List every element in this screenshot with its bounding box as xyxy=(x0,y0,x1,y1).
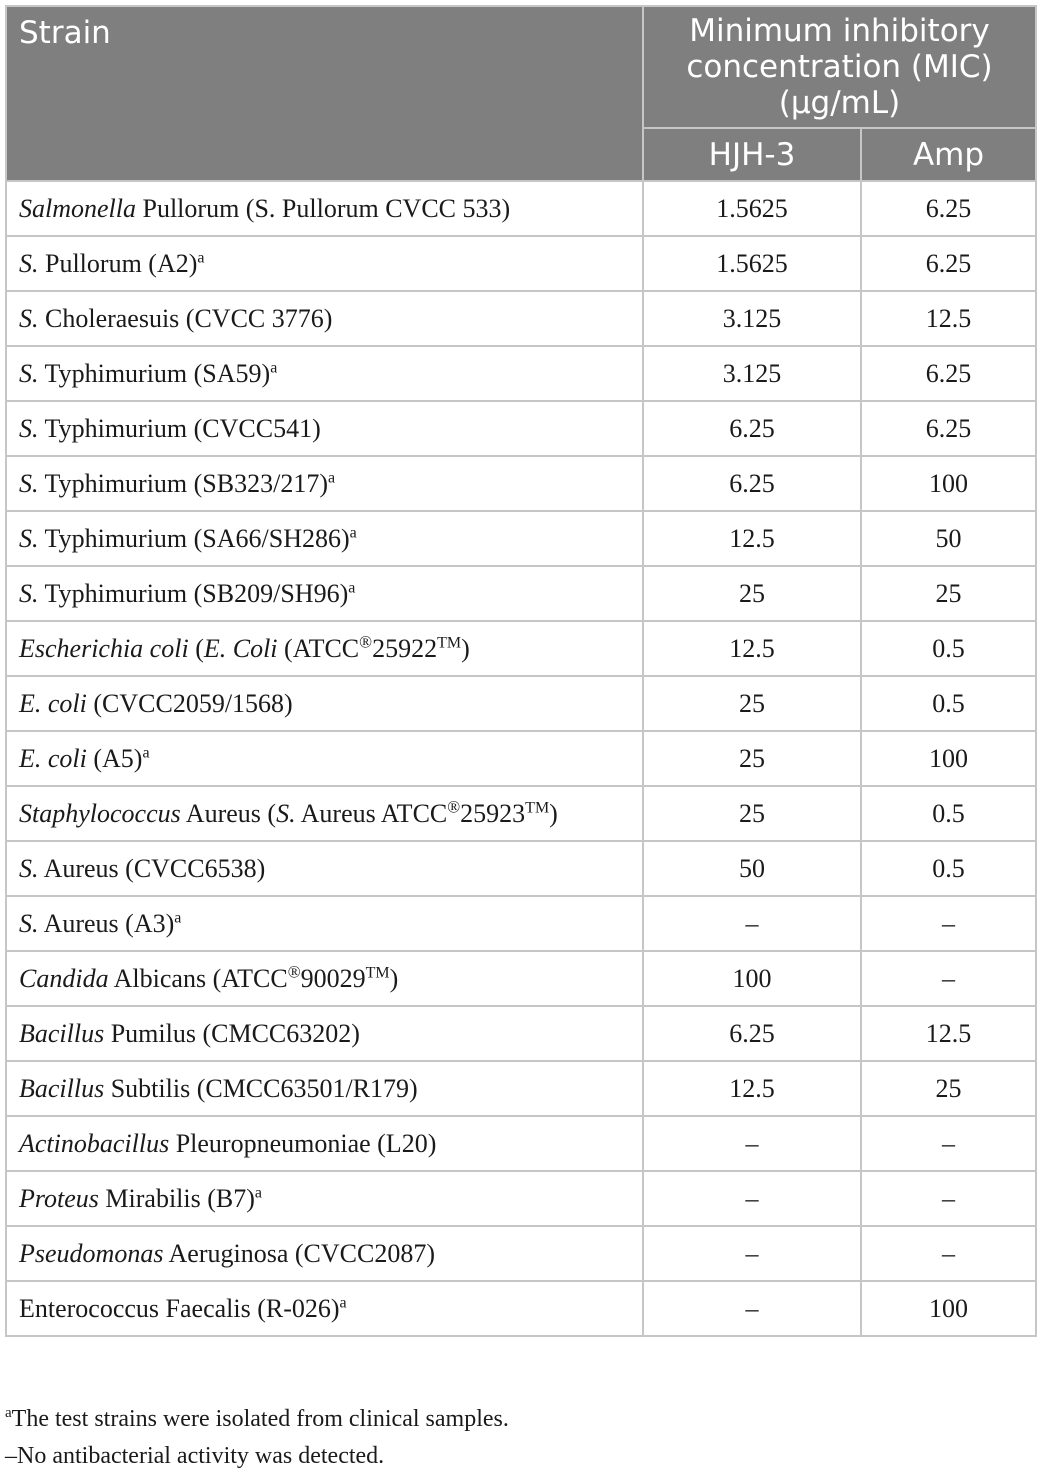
strain-name: Enterococcus Faecalis (R-026) xyxy=(19,1293,340,1323)
strain-cell xyxy=(6,456,643,511)
strain-genus: S. xyxy=(19,468,39,498)
header-strain: Strain xyxy=(6,6,643,181)
hjh3-value: 50 xyxy=(643,841,861,896)
strain-genus: Proteus xyxy=(19,1183,99,1213)
table-row xyxy=(6,896,1036,951)
registered-mark: ® xyxy=(287,961,301,981)
amp-value: 0.5 xyxy=(861,621,1036,676)
strain-name: Typhimurium (SA59) xyxy=(38,358,271,388)
strain-genus: Actinobacillus xyxy=(19,1128,170,1158)
strain-name: Aeruginosa (CVCC2087) xyxy=(163,1238,435,1268)
table-row xyxy=(6,951,1036,1006)
strain-cell xyxy=(6,236,643,291)
table-row xyxy=(6,291,1036,346)
registered-mark: ® xyxy=(447,796,461,816)
table-row xyxy=(6,841,1036,896)
table-row xyxy=(6,236,1036,291)
footnote-marker: a xyxy=(197,248,205,266)
mic-table xyxy=(5,5,1037,1337)
strain-name: 25922 xyxy=(372,633,438,663)
strain-name: Subtilis (CMCC63501/R179) xyxy=(104,1073,418,1103)
table-row xyxy=(6,346,1036,401)
hjh3-value: 12.5 xyxy=(643,1061,861,1116)
amp-value: 6.25 xyxy=(861,346,1036,401)
footnote-a xyxy=(5,1406,509,1433)
strain-genus: Candida xyxy=(19,963,109,993)
strain-cell xyxy=(6,621,643,676)
strain-name: Typhimurium (SA66/SH286) xyxy=(38,523,350,553)
strain-genus: S. xyxy=(19,413,39,443)
trademark-mark: TM xyxy=(525,798,550,816)
strain-genus: S. xyxy=(19,908,39,938)
strain-genus: Staphylococcus xyxy=(19,798,181,828)
amp-value: 100 xyxy=(861,456,1036,511)
strain-genus: E. coli xyxy=(19,743,87,773)
amp-value: 25 xyxy=(861,1061,1036,1116)
table-row xyxy=(6,731,1036,786)
strain-genus: Bacillus xyxy=(19,1073,105,1103)
hjh3-value: 6.25 xyxy=(643,1006,861,1061)
strain-name: Aureus (A3) xyxy=(38,908,175,938)
strain-name: Mirabilis (B7) xyxy=(98,1183,255,1213)
registered-mark: ® xyxy=(359,631,373,651)
strain-genus: S. xyxy=(19,358,39,388)
table-row xyxy=(6,621,1036,676)
strain-cell xyxy=(6,676,643,731)
header-hjh3: HJH-3 xyxy=(643,128,861,181)
header-amp: Amp xyxy=(861,128,1036,181)
strain-name: ) xyxy=(461,633,470,663)
footnote-a-text: The test strains were isolated from clinical samples. xyxy=(11,1406,509,1432)
hjh3-value: 25 xyxy=(643,566,861,621)
hjh3-value: 100 xyxy=(643,951,861,1006)
hjh3-value: – xyxy=(643,1281,861,1336)
table-row xyxy=(6,1171,1036,1226)
strain-cell xyxy=(6,291,643,346)
table-row xyxy=(6,786,1036,841)
strain-name: ( xyxy=(188,633,204,663)
strain-name: Aureus ( xyxy=(180,798,277,828)
hjh3-value: 25 xyxy=(643,676,861,731)
strain-genus: Bacillus xyxy=(19,1018,105,1048)
strain-cell xyxy=(6,1171,643,1226)
strain-cell xyxy=(6,1061,643,1116)
footnote-marker: a xyxy=(174,908,182,926)
strain-cell xyxy=(6,896,643,951)
hjh3-value: 25 xyxy=(643,786,861,841)
strain-name: Pumilus (CMCC63202) xyxy=(104,1018,360,1048)
amp-value: 6.25 xyxy=(861,401,1036,456)
table-row xyxy=(6,401,1036,456)
amp-value: 6.25 xyxy=(861,181,1036,236)
amp-value: 6.25 xyxy=(861,236,1036,291)
strain-name: Typhimurium (SB323/217) xyxy=(38,468,328,498)
hjh3-value: – xyxy=(643,1116,861,1171)
strain-name: Pullorum (S. Pullorum CVCC 533) xyxy=(136,193,511,223)
footnote-marker: a xyxy=(328,468,336,486)
strain-genus: S. xyxy=(19,248,39,278)
strain-genus: S. xyxy=(19,303,39,333)
amp-value: 100 xyxy=(861,731,1036,786)
strain-cell xyxy=(6,1226,643,1281)
amp-value: – xyxy=(861,1226,1036,1281)
strain-name: (ATCC xyxy=(277,633,360,663)
strain-name: Typhimurium (SB209/SH96) xyxy=(38,578,349,608)
strain-cell xyxy=(6,1281,643,1336)
header-mic: Minimum inhibitory concentration (MIC) (μg/mL) xyxy=(643,6,1036,128)
strain-name: 25923 xyxy=(460,798,526,828)
strain-genus: S. xyxy=(19,523,39,553)
table-row xyxy=(6,181,1036,236)
footnote-a-marker: a xyxy=(5,1405,12,1421)
strain-cell xyxy=(6,181,643,236)
hjh3-value: 1.5625 xyxy=(643,181,861,236)
amp-value: 0.5 xyxy=(861,676,1036,731)
hjh3-value: 12.5 xyxy=(643,511,861,566)
amp-value: 0.5 xyxy=(861,841,1036,896)
strain-name: Aureus (CVCC6538) xyxy=(38,853,266,883)
strain-name: Choleraesuis (CVCC 3776) xyxy=(38,303,333,333)
strain-name: Typhimurium (CVCC541) xyxy=(38,413,321,443)
strain-cell xyxy=(6,841,643,896)
footnote-marker: a xyxy=(142,743,150,761)
hjh3-value: 3.125 xyxy=(643,291,861,346)
strain-name: Aureus ATCC xyxy=(295,798,448,828)
strain-name: Pullorum (A2) xyxy=(38,248,198,278)
hjh3-value: – xyxy=(643,1226,861,1281)
footnote-marker: a xyxy=(349,523,357,541)
hjh3-value: 1.5625 xyxy=(643,236,861,291)
strain-genus: E. coli xyxy=(19,688,87,718)
amp-value: – xyxy=(861,1116,1036,1171)
table-row xyxy=(6,1116,1036,1171)
strain-genus: Escherichia coli xyxy=(19,633,189,663)
strain-cell xyxy=(6,731,643,786)
table-row xyxy=(6,1061,1036,1116)
table-body xyxy=(6,181,1036,1336)
hjh3-value: – xyxy=(643,1171,861,1226)
footnote-dash: –No antibacterial activity was detected. xyxy=(5,1443,385,1469)
strain-cell xyxy=(6,566,643,621)
amp-value: 100 xyxy=(861,1281,1036,1336)
amp-value: 0.5 xyxy=(861,786,1036,841)
strain-name: ) xyxy=(389,963,399,993)
strain-cell xyxy=(6,1006,643,1061)
strain-name: Pleuropneumoniae (L20) xyxy=(169,1128,437,1158)
hjh3-value: 3.125 xyxy=(643,346,861,401)
strain-name: (A5) xyxy=(86,743,143,773)
strain-cell xyxy=(6,951,643,1006)
table-row xyxy=(6,511,1036,566)
hjh3-value: – xyxy=(643,896,861,951)
footnote-marker: a xyxy=(254,1183,263,1201)
amp-value: – xyxy=(861,896,1036,951)
amp-value: 12.5 xyxy=(861,1006,1036,1061)
strain-cell xyxy=(6,511,643,566)
amp-value: 12.5 xyxy=(861,291,1036,346)
amp-value: – xyxy=(861,1171,1036,1226)
footnote-marker: a xyxy=(348,578,356,596)
strain-name: 90029 xyxy=(300,963,366,993)
table-row xyxy=(6,1006,1036,1061)
table-row xyxy=(6,566,1036,621)
strain-genus: Salmonella xyxy=(19,193,136,223)
table-row xyxy=(6,1281,1036,1336)
amp-value: 25 xyxy=(861,566,1036,621)
hjh3-value: 25 xyxy=(643,731,861,786)
hjh3-value: 6.25 xyxy=(643,401,861,456)
strain-genus: S. xyxy=(19,578,39,608)
table-row xyxy=(6,456,1036,511)
strain-cell xyxy=(6,401,643,456)
amp-value: – xyxy=(861,951,1036,1006)
footnote-marker: a xyxy=(270,358,278,376)
strain-genus: S. xyxy=(276,798,296,828)
strain-genus: S. xyxy=(19,853,39,883)
strain-name: Albicans (ATCC xyxy=(108,963,288,993)
trademark-mark: TM xyxy=(365,963,390,981)
amp-value: 50 xyxy=(861,511,1036,566)
footnote-marker: a xyxy=(339,1293,347,1311)
table-row xyxy=(6,676,1036,731)
strain-name: (CVCC2059/1568) xyxy=(86,688,293,718)
strain-cell xyxy=(6,1116,643,1171)
strain-name: ) xyxy=(549,798,558,828)
strain-cell xyxy=(6,786,643,841)
strain-genus: Pseudomonas xyxy=(19,1238,164,1268)
table-row xyxy=(6,1226,1036,1281)
hjh3-value: 6.25 xyxy=(643,456,861,511)
strain-genus: E. Coli xyxy=(203,633,278,663)
hjh3-value: 12.5 xyxy=(643,621,861,676)
trademark-mark: TM xyxy=(437,633,462,651)
strain-cell xyxy=(6,346,643,401)
